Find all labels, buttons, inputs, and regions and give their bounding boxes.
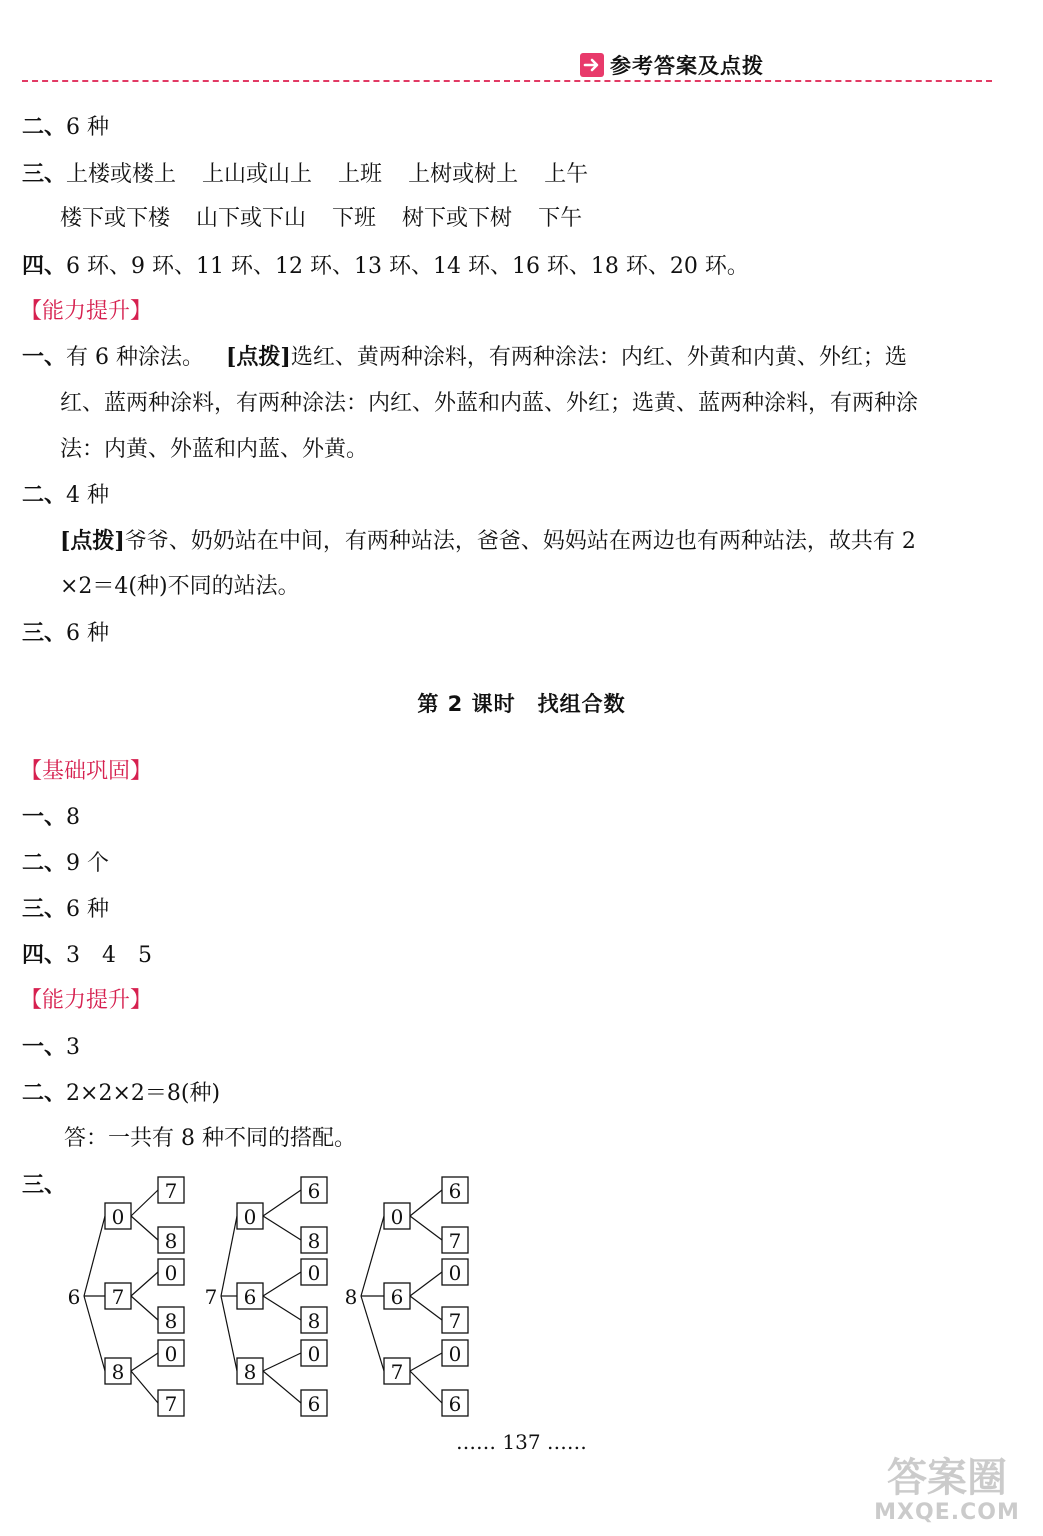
tree-edge xyxy=(131,1353,158,1371)
answer-line xyxy=(22,894,109,925)
tree-edge xyxy=(263,1371,301,1403)
section-heading: 【能力提升】 xyxy=(20,988,153,1013)
word-pair: 上班 xyxy=(338,162,383,187)
tree-leaf-digit: 8 xyxy=(307,1229,321,1253)
tree-branch-digit: 0 xyxy=(243,1205,257,1229)
answer-line xyxy=(22,802,80,833)
tree-leaf-digit: 6 xyxy=(448,1392,462,1416)
word-pair: 树下或下树 xyxy=(402,206,513,231)
answer-line xyxy=(22,1078,220,1109)
answer-text: 6 种 xyxy=(66,115,110,140)
tree-edge xyxy=(361,1216,384,1296)
tree-edge xyxy=(84,1296,105,1371)
answer-text: 3 xyxy=(66,1035,81,1060)
answer-line xyxy=(22,480,109,511)
tree-leaf-digit: 0 xyxy=(448,1342,462,1366)
section-heading: 【能力提升】 xyxy=(20,299,153,324)
page-number: …… 137 …… xyxy=(456,1430,587,1454)
tree-root-digit: 7 xyxy=(204,1285,218,1309)
tree-edge xyxy=(410,1272,442,1296)
word-pair: 山下或下山 xyxy=(196,206,307,231)
question-number: 四、 xyxy=(22,253,67,279)
tree-edge xyxy=(131,1371,158,1403)
answer-line xyxy=(22,618,109,649)
tree-branch-digit: 8 xyxy=(243,1360,257,1384)
tree-branch-digit: 6 xyxy=(243,1285,257,1309)
hint-text: 爷爷、奶奶站在中间，有两种站法，爸爸、妈妈站在两边也有两种站法，故共有 2 xyxy=(124,529,916,554)
tree-diagram xyxy=(0,1165,520,1425)
tree-leaf-digit: 8 xyxy=(164,1229,178,1253)
tree-edge xyxy=(410,1216,442,1240)
tree-edge xyxy=(263,1296,301,1320)
word-pair: 下午 xyxy=(538,206,583,231)
tree-edge xyxy=(131,1296,158,1320)
tree-edge xyxy=(410,1371,442,1403)
tree-root-digit: 6 xyxy=(67,1285,81,1309)
question-number: 一、 xyxy=(22,344,67,370)
tree-edge xyxy=(131,1190,158,1216)
tree-branch-digit: 6 xyxy=(390,1285,404,1309)
tree-leaf-digit: 6 xyxy=(307,1392,321,1416)
tree-leaf-digit: 0 xyxy=(164,1261,178,1285)
question-number: 二、 xyxy=(22,114,67,140)
tree-edge xyxy=(221,1296,237,1371)
question-number: 二、 xyxy=(22,1080,67,1106)
answer-line xyxy=(22,1032,80,1063)
answer-line xyxy=(22,112,109,143)
answer-line xyxy=(22,251,749,282)
tree-branch-digit: 0 xyxy=(390,1205,404,1229)
tree-edge xyxy=(410,1353,442,1371)
tree-edge xyxy=(263,1190,301,1216)
tree-leaf-digit: 0 xyxy=(307,1342,321,1366)
watermark-logo: 答案圈 xyxy=(887,1455,1007,1501)
answer-line xyxy=(22,940,152,971)
section-heading: 【基础巩固】 xyxy=(20,759,153,784)
page-header xyxy=(0,0,1043,95)
word-pair: 上午 xyxy=(544,162,589,187)
answer-text: 6 种 xyxy=(66,621,110,646)
tree-leaf-digit: 7 xyxy=(448,1229,462,1253)
question-number: 一、 xyxy=(22,804,67,830)
tree-branch-digit: 0 xyxy=(111,1205,125,1229)
tree-branch-digit: 7 xyxy=(111,1285,125,1309)
answer-line xyxy=(60,204,582,234)
tree-edge xyxy=(361,1296,384,1371)
question-number: 四、 xyxy=(22,942,67,968)
hint-text: ×2＝4(种)不同的站法。 xyxy=(60,574,300,599)
tree-edge xyxy=(263,1353,301,1371)
tree-leaf-digit: 0 xyxy=(448,1261,462,1285)
hint-text: 法：内黄、外蓝和内蓝、外黄。 xyxy=(60,437,369,462)
answer-statement: 答：一共有 8 种不同的搭配。 xyxy=(64,1126,356,1151)
answer-line xyxy=(22,159,588,190)
tree-edge xyxy=(263,1216,301,1240)
tree-leaf-digit: 0 xyxy=(307,1261,321,1285)
tree-root-digit: 8 xyxy=(344,1285,358,1309)
hint-text: 红、蓝两种涂料，有两种涂法：内红、外蓝和内蓝、外红；选黄、蓝两种涂料，有两种涂 xyxy=(60,391,919,416)
question-number: 三、 xyxy=(22,620,67,646)
tree-leaf-digit: 0 xyxy=(164,1342,178,1366)
question-number: 三、 xyxy=(22,896,67,922)
tree-edge xyxy=(263,1272,301,1296)
watermark-url: MXQE.COM xyxy=(874,1500,1020,1525)
tree-edge xyxy=(221,1216,237,1296)
tree-leaf-digit: 8 xyxy=(307,1309,321,1333)
question-number: 一、 xyxy=(22,1034,67,1060)
answer-line xyxy=(22,342,907,373)
word-pair: 上楼或楼上 xyxy=(66,162,177,187)
answer-line xyxy=(22,848,109,879)
header-title xyxy=(580,50,764,80)
header-divider xyxy=(22,80,992,82)
tree-leaf-digit: 6 xyxy=(307,1179,321,1203)
header-title-text: 参考答案及点拨 xyxy=(610,54,764,78)
tree-leaf-digit: 7 xyxy=(164,1392,178,1416)
tree-edge xyxy=(131,1272,158,1296)
hint-label: [点拨] xyxy=(226,344,291,370)
answer-text: 6 环、9 环、11 环、12 环、13 环、14 环、16 环、18 环、20 环。 xyxy=(66,254,749,279)
answer-text: 有 6 种涂法。 xyxy=(66,345,204,370)
word-pair: 上树或树上 xyxy=(408,162,519,187)
question-number: 三、 xyxy=(22,161,67,187)
tree-edge xyxy=(131,1216,158,1240)
answer-text: 2×2×2＝8(种) xyxy=(66,1081,221,1106)
word-pair: 上山或山上 xyxy=(202,162,313,187)
answer-text: 6 种 xyxy=(66,897,110,922)
question-number: 三、 xyxy=(22,1172,67,1198)
word-pair: 楼下或下楼 xyxy=(60,206,171,231)
question-number: 二、 xyxy=(22,850,67,876)
tree-leaf-digit: 7 xyxy=(448,1309,462,1333)
tree-branch-digit: 8 xyxy=(111,1360,125,1384)
answer-text: 4 种 xyxy=(66,483,110,508)
hint-text: 选红、黄两种涂料，有两种涂法：内红、外黄和内黄、外红；选 xyxy=(290,345,907,370)
arrow-right-icon xyxy=(580,53,604,77)
tree-branch-digit: 7 xyxy=(390,1360,404,1384)
tree-leaf-digit: 7 xyxy=(164,1179,178,1203)
tree-leaf-digit: 8 xyxy=(164,1309,178,1333)
tree-edge xyxy=(410,1296,442,1320)
tree-edge xyxy=(84,1216,105,1296)
answer-text: 8 xyxy=(66,805,81,830)
question-number: 二、 xyxy=(22,482,67,508)
watermark xyxy=(862,1455,1032,1530)
answer-text: 3 4 5 xyxy=(66,943,153,968)
hint-label: [点拨] xyxy=(60,528,125,554)
answer-line xyxy=(60,526,916,557)
lesson-title: 第 2 课时 找组合数 xyxy=(417,692,626,716)
tree-leaf-digit: 6 xyxy=(448,1179,462,1203)
word-pair: 下班 xyxy=(332,206,377,231)
answer-text: 9 个 xyxy=(66,851,110,876)
tree-edge xyxy=(410,1190,442,1216)
